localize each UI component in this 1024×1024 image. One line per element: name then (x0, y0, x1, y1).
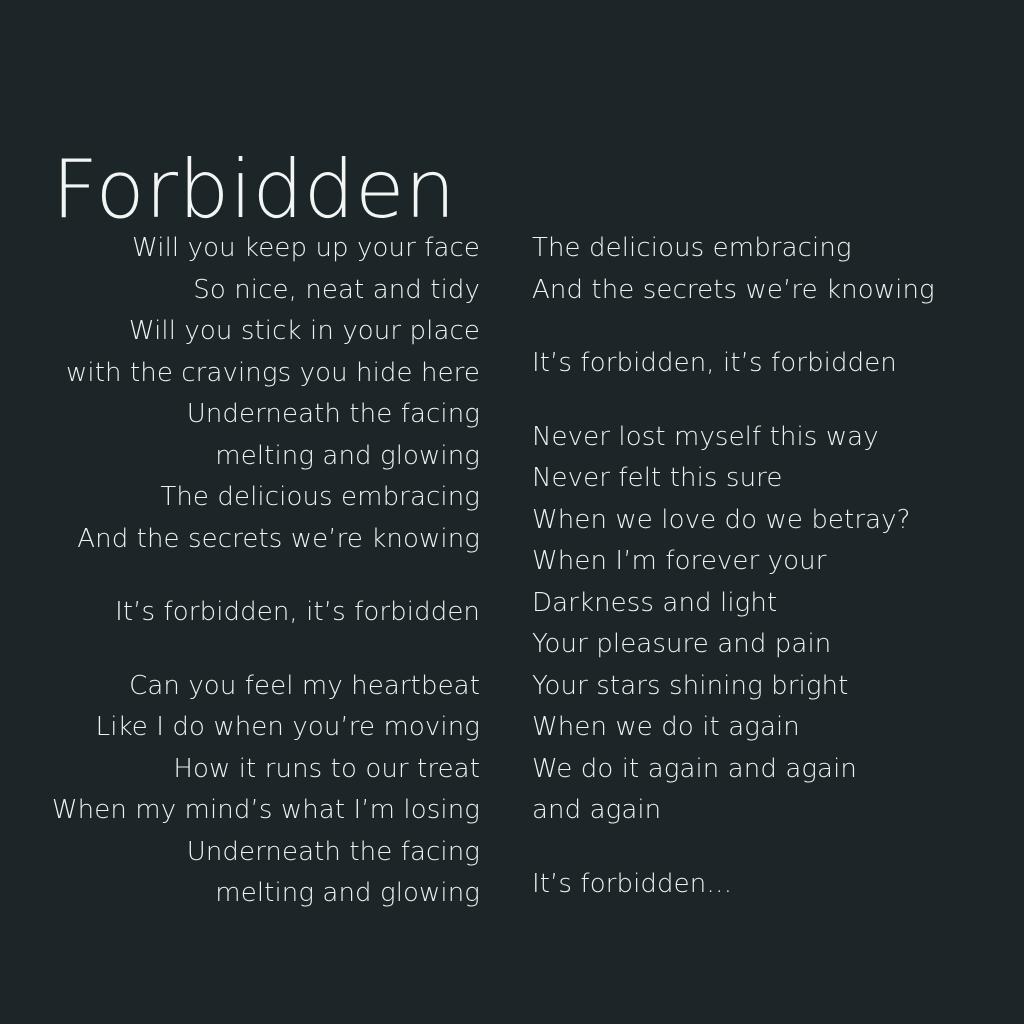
lyric-line: Underneath the facing (186, 836, 480, 867)
lyric-line: melting and glowing (215, 878, 480, 908)
lyric-line: When we do it again (532, 712, 800, 742)
stanza (532, 864, 1024, 906)
lyric-line: When we love do we betray? (532, 504, 911, 535)
lyrics-column-left (0, 228, 502, 915)
stanza (0, 228, 480, 560)
stanza (0, 666, 480, 915)
lyric-line: So nice, neat and tidy (193, 274, 480, 305)
lyric-line: and again (532, 795, 662, 825)
lyric-line: And the secrets we’re knowing (77, 523, 480, 554)
lyric-line: Your stars shining bright (532, 670, 849, 701)
lyric-line: It’s forbidden, it’s forbidden (115, 597, 480, 627)
lyric-line: Will you stick in your place (128, 316, 480, 346)
lyric-line: with the cravings you hide here (66, 357, 480, 388)
lyric-line: Never felt this sure (532, 463, 783, 493)
stanza (532, 228, 1024, 311)
lyric-line: Underneath the facing (186, 399, 480, 429)
lyric-line: How it runs to our treat (173, 753, 480, 784)
lyric-line: Like I do when you’re moving (95, 712, 480, 742)
lyric-line: Darkness and light (532, 587, 778, 618)
page-title: Forbidden (52, 142, 456, 236)
stanza (532, 417, 1024, 832)
lyric-line: The delicious embracing (532, 233, 852, 263)
lyric-line: It’s forbidden… (532, 868, 733, 899)
lyric-line: The delicious embracing (160, 482, 480, 512)
lyric-line: Will you keep up your face (132, 233, 480, 263)
stanza (0, 592, 480, 634)
lyrics-column-right (502, 228, 1024, 905)
lyric-line: When I’m forever your (532, 546, 827, 576)
stanza (532, 343, 1024, 385)
lyrics-columns (0, 228, 1024, 915)
lyric-line: When my mind’s what I’m losing (51, 795, 480, 825)
lyric-line: We do it again and again (532, 753, 857, 784)
lyric-line: It’s forbidden, it’s forbidden (532, 348, 897, 378)
lyric-line: Never lost myself this way (532, 421, 879, 452)
lyric-line: Your pleasure and pain (532, 629, 832, 659)
lyric-line: Can you feel my heartbeat (129, 670, 480, 701)
lyric-line: melting and glowing (215, 440, 480, 471)
lyric-line: And the secrets we’re knowing (532, 274, 935, 305)
